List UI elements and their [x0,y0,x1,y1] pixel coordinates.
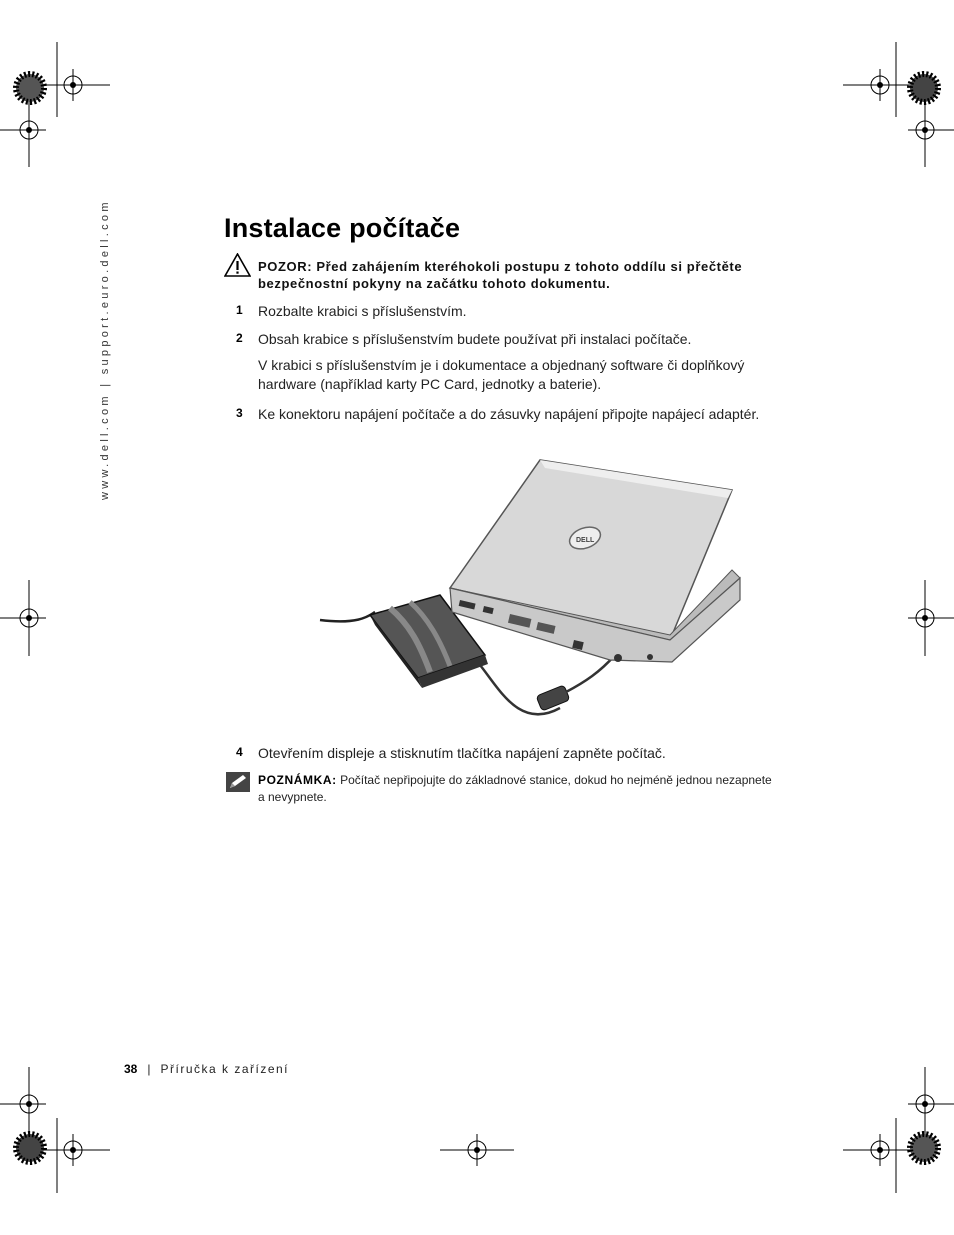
pencil-note-icon [226,772,250,792]
step-number: 2 [236,331,243,345]
step-text: Otevřením displeje a stisknutím tlačítka napájení zapněte počítač. [258,745,666,761]
step-number: 4 [236,745,243,759]
note-text [258,772,778,806]
step-number: 1 [236,303,243,317]
laptop-with-power-adapter-illustration [300,450,750,725]
step-2-detail: V krabici s příslušenstvím je i dokumentace a objednaný software či doplňkový hardware (například karty PC Card, jednotky a baterie). [258,357,745,392]
note-body: Počítač nepřipojujte do základnové stanice, dokud ho nejméně jednou nezapnete a nevypnete. [258,773,772,804]
page-footer [124,1062,289,1076]
step-text: Ke konektoru napájení počítače a do zásuvky napájení připojte napájecí adaptér. [258,406,760,422]
warning-triangle-icon [224,253,251,277]
step-text: Obsah krabice s příslušenstvím budete používat při instalaci počítače. [258,331,692,347]
dell-logo-text: DELL [576,537,595,544]
caution-text: POZOR: Před zahájením kteréhokoli postupu z tohoto oddílu si přečtěte bezpečnostní pokyny na začátku tohoto dokumentu. [258,259,743,291]
footer-title: Příručka k zařízení [160,1062,290,1076]
note-label: POZNÁMKA: [258,773,337,787]
laptop-body [450,460,740,662]
page-title: Instalace počítače [224,213,461,243]
step-number: 3 [236,406,243,420]
step-text: Rozbalte krabici s příslušenstvím. [258,303,467,319]
side-url: www.dell.com | support.euro.dell.com [99,199,111,500]
page-number: 38 [124,1062,138,1076]
footer-separator: | [147,1062,151,1076]
